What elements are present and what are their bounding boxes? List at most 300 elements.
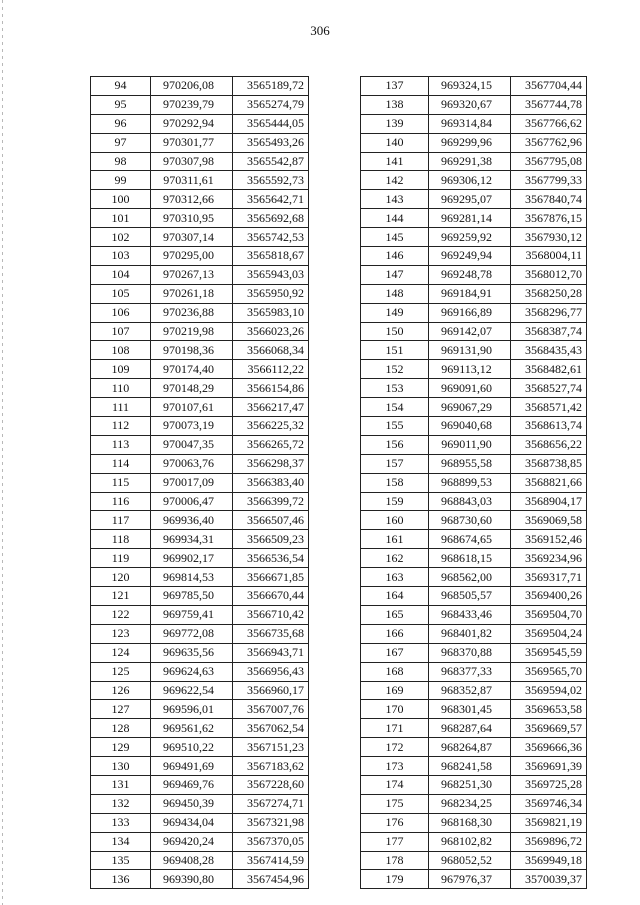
x-coordinate-cell: 970261,18 xyxy=(151,284,233,303)
x-coordinate-cell: 969184,91 xyxy=(429,284,511,303)
point-number-cell: 114 xyxy=(91,454,151,473)
x-coordinate-cell: 969390,80 xyxy=(151,870,233,889)
point-number-cell: 96 xyxy=(91,114,151,133)
table-row xyxy=(361,681,587,700)
table-row xyxy=(361,379,587,398)
table-row xyxy=(91,209,309,228)
x-coordinate-cell: 970307,14 xyxy=(151,228,233,247)
table-row xyxy=(361,341,587,360)
x-coordinate-cell: 969306,12 xyxy=(429,171,511,190)
y-coordinate-cell: 3568821,66 xyxy=(511,473,587,492)
y-coordinate-cell: 3568571,42 xyxy=(511,398,587,417)
table-row xyxy=(361,77,587,96)
x-coordinate-cell: 969936,40 xyxy=(151,511,233,530)
point-number-cell: 163 xyxy=(361,568,429,587)
table-row xyxy=(91,303,309,322)
point-number-cell: 102 xyxy=(91,228,151,247)
y-coordinate-cell: 3569545,59 xyxy=(511,643,587,662)
table-row xyxy=(361,454,587,473)
point-number-cell: 129 xyxy=(91,738,151,757)
x-coordinate-cell: 968370,88 xyxy=(429,643,511,662)
y-coordinate-cell: 3566670,44 xyxy=(233,587,309,606)
y-coordinate-cell: 3568387,74 xyxy=(511,322,587,341)
y-coordinate-cell: 3569669,57 xyxy=(511,719,587,738)
point-number-cell: 131 xyxy=(91,775,151,794)
y-coordinate-cell: 3569896,72 xyxy=(511,832,587,851)
point-number-cell: 100 xyxy=(91,190,151,209)
x-coordinate-cell: 968251,30 xyxy=(429,775,511,794)
point-number-cell: 164 xyxy=(361,587,429,606)
table-row xyxy=(361,171,587,190)
point-number-cell: 166 xyxy=(361,624,429,643)
x-coordinate-cell: 969091,60 xyxy=(429,379,511,398)
point-number-cell: 162 xyxy=(361,549,429,568)
point-number-cell: 107 xyxy=(91,322,151,341)
table-row xyxy=(361,587,587,606)
x-coordinate-cell: 967976,37 xyxy=(429,870,511,889)
table-row xyxy=(91,605,309,624)
y-coordinate-cell: 3566217,47 xyxy=(233,398,309,417)
x-coordinate-cell: 970063,76 xyxy=(151,454,233,473)
table-row xyxy=(361,360,587,379)
point-number-cell: 106 xyxy=(91,303,151,322)
x-coordinate-cell: 970301,77 xyxy=(151,133,233,152)
table-row xyxy=(91,719,309,738)
table-row xyxy=(361,624,587,643)
x-coordinate-cell: 969450,39 xyxy=(151,794,233,813)
x-coordinate-cell: 969772,08 xyxy=(151,624,233,643)
x-coordinate-cell: 969491,69 xyxy=(151,757,233,776)
x-coordinate-cell: 968955,58 xyxy=(429,454,511,473)
point-number-cell: 143 xyxy=(361,190,429,209)
x-coordinate-cell: 970006,47 xyxy=(151,492,233,511)
point-number-cell: 147 xyxy=(361,265,429,284)
y-coordinate-cell: 3569317,71 xyxy=(511,568,587,587)
point-number-cell: 170 xyxy=(361,700,429,719)
y-coordinate-cell: 3566265,72 xyxy=(233,435,309,454)
y-coordinate-cell: 3568613,74 xyxy=(511,417,587,436)
point-number-cell: 113 xyxy=(91,435,151,454)
table-row xyxy=(361,794,587,813)
y-coordinate-cell: 3569746,34 xyxy=(511,794,587,813)
point-number-cell: 137 xyxy=(361,77,429,96)
y-coordinate-cell: 3565493,26 xyxy=(233,133,309,152)
y-coordinate-cell: 3566298,37 xyxy=(233,454,309,473)
y-coordinate-cell: 3567799,33 xyxy=(511,171,587,190)
point-number-cell: 142 xyxy=(361,171,429,190)
x-coordinate-cell: 970198,36 xyxy=(151,341,233,360)
y-coordinate-cell: 3568435,43 xyxy=(511,341,587,360)
y-coordinate-cell: 3567762,96 xyxy=(511,133,587,152)
y-coordinate-cell: 3565189,72 xyxy=(233,77,309,96)
x-coordinate-cell: 968433,46 xyxy=(429,605,511,624)
x-coordinate-cell: 969934,31 xyxy=(151,530,233,549)
y-coordinate-cell: 3566507,46 xyxy=(233,511,309,530)
point-number-cell: 175 xyxy=(361,794,429,813)
y-coordinate-cell: 3566509,23 xyxy=(233,530,309,549)
point-number-cell: 153 xyxy=(361,379,429,398)
point-number-cell: 120 xyxy=(91,568,151,587)
y-coordinate-cell: 3567876,15 xyxy=(511,209,587,228)
point-number-cell: 140 xyxy=(361,133,429,152)
table-row xyxy=(361,303,587,322)
x-coordinate-cell: 968730,60 xyxy=(429,511,511,530)
y-coordinate-cell: 3569666,36 xyxy=(511,738,587,757)
table-row xyxy=(361,190,587,209)
y-coordinate-cell: 3567766,62 xyxy=(511,114,587,133)
point-number-cell: 139 xyxy=(361,114,429,133)
table-row xyxy=(361,832,587,851)
y-coordinate-cell: 3569821,19 xyxy=(511,813,587,832)
x-coordinate-cell: 969759,41 xyxy=(151,605,233,624)
y-coordinate-cell: 3566735,68 xyxy=(233,624,309,643)
y-coordinate-cell: 3568296,77 xyxy=(511,303,587,322)
point-number-cell: 128 xyxy=(91,719,151,738)
x-coordinate-cell: 969420,24 xyxy=(151,832,233,851)
y-coordinate-cell: 3569594,02 xyxy=(511,681,587,700)
y-coordinate-cell: 3569234,96 xyxy=(511,549,587,568)
y-coordinate-cell: 3567228,60 xyxy=(233,775,309,794)
y-coordinate-cell: 3565692,68 xyxy=(233,209,309,228)
table-row xyxy=(91,813,309,832)
y-coordinate-cell: 3569949,18 xyxy=(511,851,587,870)
table-row xyxy=(361,813,587,832)
x-coordinate-cell: 970295,00 xyxy=(151,247,233,266)
point-number-cell: 111 xyxy=(91,398,151,417)
point-number-cell: 169 xyxy=(361,681,429,700)
x-coordinate-cell: 968264,87 xyxy=(429,738,511,757)
table-row xyxy=(91,587,309,606)
point-number-cell: 179 xyxy=(361,870,429,889)
y-coordinate-cell: 3566225,32 xyxy=(233,417,309,436)
table-row xyxy=(361,511,587,530)
y-coordinate-cell: 3569653,58 xyxy=(511,700,587,719)
point-number-cell: 151 xyxy=(361,341,429,360)
y-coordinate-cell: 3567370,05 xyxy=(233,832,309,851)
y-coordinate-cell: 3565444,05 xyxy=(233,114,309,133)
coordinates-table-right xyxy=(360,76,587,889)
table-row xyxy=(361,114,587,133)
table-row xyxy=(91,247,309,266)
x-coordinate-cell: 968102,82 xyxy=(429,832,511,851)
point-number-cell: 101 xyxy=(91,209,151,228)
y-coordinate-cell: 3566536,54 xyxy=(233,549,309,568)
table-row xyxy=(361,417,587,436)
x-coordinate-cell: 970307,98 xyxy=(151,152,233,171)
y-coordinate-cell: 3567930,12 xyxy=(511,228,587,247)
table-row xyxy=(361,757,587,776)
table-row xyxy=(91,152,309,171)
table-row xyxy=(91,360,309,379)
point-number-cell: 176 xyxy=(361,813,429,832)
table-row xyxy=(91,171,309,190)
point-number-cell: 117 xyxy=(91,511,151,530)
x-coordinate-cell: 969434,04 xyxy=(151,813,233,832)
table-row xyxy=(91,114,309,133)
point-number-cell: 145 xyxy=(361,228,429,247)
point-number-cell: 174 xyxy=(361,775,429,794)
table-row xyxy=(361,435,587,454)
point-number-cell: 144 xyxy=(361,209,429,228)
point-number-cell: 121 xyxy=(91,587,151,606)
table-row xyxy=(91,738,309,757)
x-coordinate-cell: 968674,65 xyxy=(429,530,511,549)
x-coordinate-cell: 970236,88 xyxy=(151,303,233,322)
y-coordinate-cell: 3566154,86 xyxy=(233,379,309,398)
point-number-cell: 127 xyxy=(91,700,151,719)
x-coordinate-cell: 968301,45 xyxy=(429,700,511,719)
table-row xyxy=(361,775,587,794)
point-number-cell: 118 xyxy=(91,530,151,549)
y-coordinate-cell: 3567151,23 xyxy=(233,738,309,757)
point-number-cell: 152 xyxy=(361,360,429,379)
y-coordinate-cell: 3565983,10 xyxy=(233,303,309,322)
point-number-cell: 94 xyxy=(91,77,151,96)
table-row xyxy=(91,435,309,454)
table-row xyxy=(361,209,587,228)
point-number-cell: 135 xyxy=(91,851,151,870)
point-number-cell: 132 xyxy=(91,794,151,813)
y-coordinate-cell: 3565742,53 xyxy=(233,228,309,247)
x-coordinate-cell: 969113,12 xyxy=(429,360,511,379)
table-row xyxy=(91,870,309,889)
y-coordinate-cell: 3565274,79 xyxy=(233,95,309,114)
x-coordinate-cell: 968287,64 xyxy=(429,719,511,738)
x-coordinate-cell: 970073,19 xyxy=(151,417,233,436)
table-row xyxy=(91,643,309,662)
x-coordinate-cell: 969902,17 xyxy=(151,549,233,568)
x-coordinate-cell: 970206,08 xyxy=(151,77,233,96)
table-row xyxy=(361,549,587,568)
table-row xyxy=(91,95,309,114)
x-coordinate-cell: 970310,95 xyxy=(151,209,233,228)
x-coordinate-cell: 969166,89 xyxy=(429,303,511,322)
x-coordinate-cell: 968168,30 xyxy=(429,813,511,832)
y-coordinate-cell: 3569152,46 xyxy=(511,530,587,549)
point-number-cell: 123 xyxy=(91,624,151,643)
x-coordinate-cell: 969249,94 xyxy=(429,247,511,266)
table-row xyxy=(361,568,587,587)
x-coordinate-cell: 970017,09 xyxy=(151,473,233,492)
point-number-cell: 156 xyxy=(361,435,429,454)
y-coordinate-cell: 3566671,85 xyxy=(233,568,309,587)
x-coordinate-cell: 969622,54 xyxy=(151,681,233,700)
point-number-cell: 105 xyxy=(91,284,151,303)
point-number-cell: 97 xyxy=(91,133,151,152)
y-coordinate-cell: 3570039,37 xyxy=(511,870,587,889)
y-coordinate-cell: 3565542,87 xyxy=(233,152,309,171)
table-row xyxy=(91,624,309,643)
x-coordinate-cell: 969785,50 xyxy=(151,587,233,606)
x-coordinate-cell: 970312,66 xyxy=(151,190,233,209)
point-number-cell: 136 xyxy=(91,870,151,889)
x-coordinate-cell: 970219,98 xyxy=(151,322,233,341)
x-coordinate-cell: 969131,90 xyxy=(429,341,511,360)
table-row xyxy=(91,190,309,209)
x-coordinate-cell: 970148,29 xyxy=(151,379,233,398)
table-row xyxy=(91,398,309,417)
point-number-cell: 167 xyxy=(361,643,429,662)
table-row xyxy=(91,322,309,341)
table-row xyxy=(361,738,587,757)
y-coordinate-cell: 3567414,59 xyxy=(233,851,309,870)
table-row xyxy=(361,719,587,738)
x-coordinate-cell: 969320,67 xyxy=(429,95,511,114)
table-row xyxy=(91,681,309,700)
point-number-cell: 103 xyxy=(91,247,151,266)
point-number-cell: 108 xyxy=(91,341,151,360)
point-number-cell: 104 xyxy=(91,265,151,284)
x-coordinate-cell: 969314,84 xyxy=(429,114,511,133)
table-row xyxy=(91,265,309,284)
x-coordinate-cell: 968505,57 xyxy=(429,587,511,606)
table-row xyxy=(91,568,309,587)
table-row xyxy=(91,379,309,398)
y-coordinate-cell: 3568656,22 xyxy=(511,435,587,454)
table-row xyxy=(361,265,587,284)
table-row xyxy=(91,757,309,776)
x-coordinate-cell: 969259,92 xyxy=(429,228,511,247)
table-row xyxy=(361,152,587,171)
point-number-cell: 122 xyxy=(91,605,151,624)
x-coordinate-cell: 970107,61 xyxy=(151,398,233,417)
x-coordinate-cell: 970174,40 xyxy=(151,360,233,379)
table-row xyxy=(91,530,309,549)
x-coordinate-cell: 969624,63 xyxy=(151,662,233,681)
y-coordinate-cell: 3566956,43 xyxy=(233,662,309,681)
table-row xyxy=(361,247,587,266)
x-coordinate-cell: 968618,15 xyxy=(429,549,511,568)
point-number-cell: 172 xyxy=(361,738,429,757)
table-row xyxy=(91,511,309,530)
y-coordinate-cell: 3567183,62 xyxy=(233,757,309,776)
point-number-cell: 138 xyxy=(361,95,429,114)
point-number-cell: 155 xyxy=(361,417,429,436)
table-row xyxy=(361,643,587,662)
y-coordinate-cell: 3566023,26 xyxy=(233,322,309,341)
x-coordinate-cell: 968562,00 xyxy=(429,568,511,587)
table-row xyxy=(361,492,587,511)
point-number-cell: 133 xyxy=(91,813,151,832)
y-coordinate-cell: 3567744,78 xyxy=(511,95,587,114)
y-coordinate-cell: 3569069,58 xyxy=(511,511,587,530)
point-number-cell: 150 xyxy=(361,322,429,341)
point-number-cell: 157 xyxy=(361,454,429,473)
x-coordinate-cell: 969635,56 xyxy=(151,643,233,662)
point-number-cell: 95 xyxy=(91,95,151,114)
x-coordinate-cell: 969561,62 xyxy=(151,719,233,738)
x-coordinate-cell: 969299,96 xyxy=(429,133,511,152)
x-coordinate-cell: 969248,78 xyxy=(429,265,511,284)
point-number-cell: 165 xyxy=(361,605,429,624)
x-coordinate-cell: 970292,94 xyxy=(151,114,233,133)
point-number-cell: 98 xyxy=(91,152,151,171)
y-coordinate-cell: 3568904,17 xyxy=(511,492,587,511)
table-row xyxy=(91,133,309,152)
y-coordinate-cell: 3565950,92 xyxy=(233,284,309,303)
table-row xyxy=(91,284,309,303)
x-coordinate-cell: 969067,29 xyxy=(429,398,511,417)
x-coordinate-cell: 970047,35 xyxy=(151,435,233,454)
table-row xyxy=(361,284,587,303)
y-coordinate-cell: 3567321,98 xyxy=(233,813,309,832)
table-row xyxy=(91,662,309,681)
y-coordinate-cell: 3568738,85 xyxy=(511,454,587,473)
table-row xyxy=(91,851,309,870)
table-row xyxy=(91,454,309,473)
point-number-cell: 160 xyxy=(361,511,429,530)
x-coordinate-cell: 969596,01 xyxy=(151,700,233,719)
point-number-cell: 173 xyxy=(361,757,429,776)
table-row xyxy=(361,530,587,549)
y-coordinate-cell: 3567007,76 xyxy=(233,700,309,719)
table-row xyxy=(91,775,309,794)
point-number-cell: 161 xyxy=(361,530,429,549)
point-number-cell: 119 xyxy=(91,549,151,568)
point-number-cell: 99 xyxy=(91,171,151,190)
y-coordinate-cell: 3566960,17 xyxy=(233,681,309,700)
point-number-cell: 109 xyxy=(91,360,151,379)
x-coordinate-cell: 969011,90 xyxy=(429,435,511,454)
x-coordinate-cell: 970311,61 xyxy=(151,171,233,190)
x-coordinate-cell: 969281,14 xyxy=(429,209,511,228)
x-coordinate-cell: 969295,07 xyxy=(429,190,511,209)
table-row xyxy=(361,870,587,889)
y-coordinate-cell: 3567454,96 xyxy=(233,870,309,889)
point-number-cell: 178 xyxy=(361,851,429,870)
x-coordinate-cell: 968241,58 xyxy=(429,757,511,776)
table-row xyxy=(361,228,587,247)
table-row xyxy=(361,322,587,341)
point-number-cell: 168 xyxy=(361,662,429,681)
y-coordinate-cell: 3566399,72 xyxy=(233,492,309,511)
x-coordinate-cell: 970267,13 xyxy=(151,265,233,284)
point-number-cell: 115 xyxy=(91,473,151,492)
y-coordinate-cell: 3569504,24 xyxy=(511,624,587,643)
y-coordinate-cell: 3568004,11 xyxy=(511,247,587,266)
x-coordinate-cell: 968899,53 xyxy=(429,473,511,492)
x-coordinate-cell: 969040,68 xyxy=(429,417,511,436)
y-coordinate-cell: 3569691,39 xyxy=(511,757,587,776)
point-number-cell: 112 xyxy=(91,417,151,436)
point-number-cell: 124 xyxy=(91,643,151,662)
table-row xyxy=(91,549,309,568)
y-coordinate-cell: 3568527,74 xyxy=(511,379,587,398)
table-row xyxy=(91,341,309,360)
y-coordinate-cell: 3567274,71 xyxy=(233,794,309,813)
y-coordinate-cell: 3567795,08 xyxy=(511,152,587,171)
y-coordinate-cell: 3567062,54 xyxy=(233,719,309,738)
y-coordinate-cell: 3565642,71 xyxy=(233,190,309,209)
y-coordinate-cell: 3569725,28 xyxy=(511,775,587,794)
table-row xyxy=(91,77,309,96)
point-number-cell: 134 xyxy=(91,832,151,851)
x-coordinate-cell: 968843,03 xyxy=(429,492,511,511)
y-coordinate-cell: 3569400,26 xyxy=(511,587,587,606)
table-row xyxy=(361,473,587,492)
point-number-cell: 130 xyxy=(91,757,151,776)
y-coordinate-cell: 3567704,44 xyxy=(511,77,587,96)
point-number-cell: 159 xyxy=(361,492,429,511)
table-row xyxy=(91,228,309,247)
y-coordinate-cell: 3567840,74 xyxy=(511,190,587,209)
x-coordinate-cell: 968377,33 xyxy=(429,662,511,681)
y-coordinate-cell: 3569565,70 xyxy=(511,662,587,681)
x-coordinate-cell: 969408,28 xyxy=(151,851,233,870)
y-coordinate-cell: 3568012,70 xyxy=(511,265,587,284)
point-number-cell: 177 xyxy=(361,832,429,851)
point-number-cell: 146 xyxy=(361,247,429,266)
